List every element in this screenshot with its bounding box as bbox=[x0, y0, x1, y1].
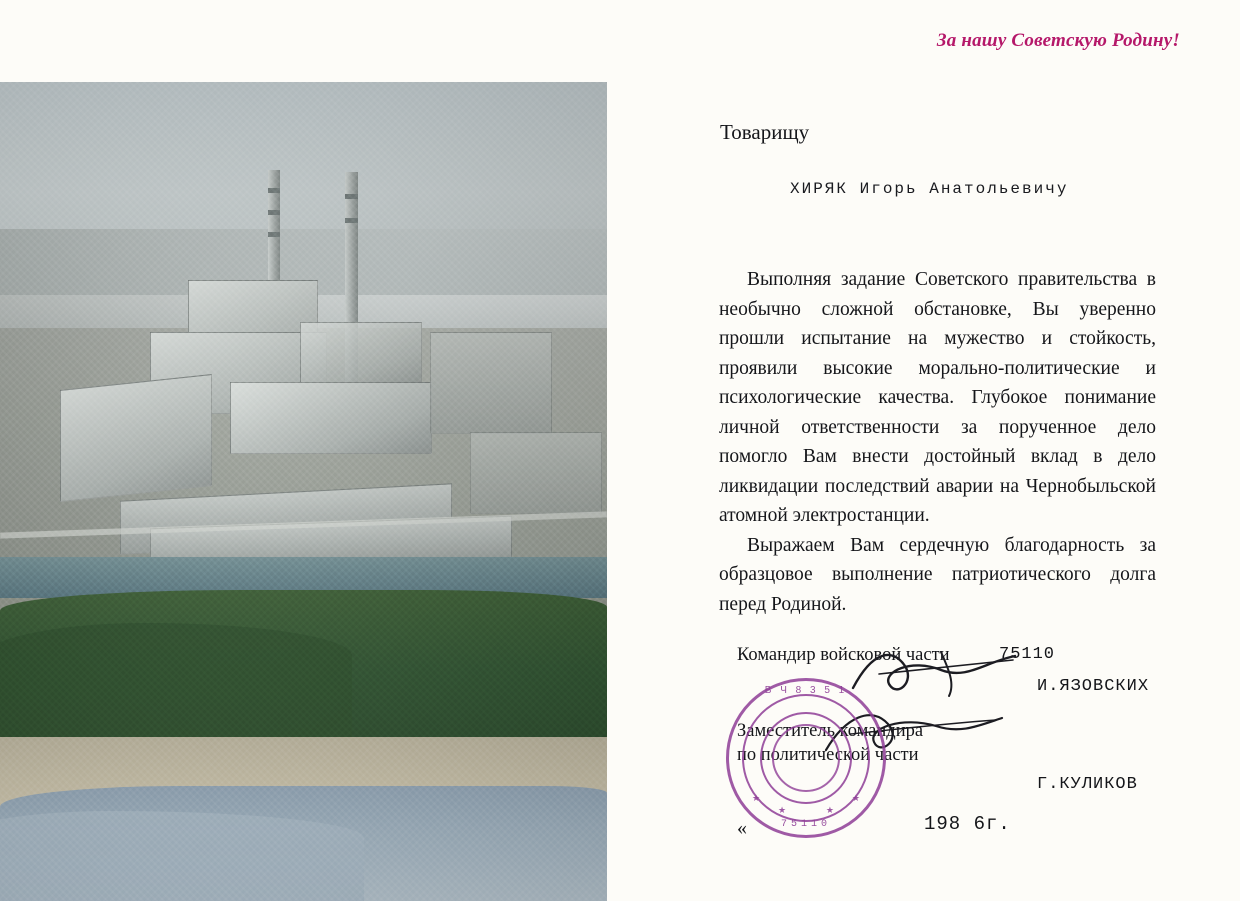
deputy-label-line-2: по политической части bbox=[737, 745, 919, 765]
photo-reactor-block bbox=[60, 374, 212, 502]
recipient-name: ХИРЯК Игорь Анатольевичу bbox=[790, 180, 1069, 198]
page-top-margin bbox=[0, 0, 607, 82]
unit-number: 75110 bbox=[999, 645, 1056, 664]
stamp-star-icon: ★ bbox=[851, 793, 860, 803]
stamp-star-icon: ★ bbox=[752, 793, 761, 803]
body-paragraph: Выполняя задание Советского правительства в необычно сложной обстановке, Вы уверенно прошли испытание на мужество и стойкость, проявили высокие морально-политические и психологические качества. Глубокое понимание личной ответственности за порученное дело помогло Вам внести достойный вклад в дело ликвидации последствий аварии на Чернобыльской атомной электростанции. bbox=[719, 269, 1156, 526]
photo-building bbox=[470, 432, 602, 514]
date-quote-mark: « bbox=[737, 817, 747, 839]
stamp-bottom-text: 75110 bbox=[780, 819, 831, 830]
letter-panel bbox=[607, 0, 1240, 901]
deputy-name: Г.КУЛИКОВ bbox=[1037, 775, 1138, 794]
deputy-label-line-1: Заместитель командира bbox=[737, 721, 924, 741]
photo-reactor-block bbox=[230, 382, 432, 454]
photo-forest bbox=[0, 623, 352, 754]
photo-reactor-block bbox=[300, 322, 422, 384]
body-paragraph: Выражаем Вам сердечную благодарность за образцовое выполнение патриотического долга перед Родиной. bbox=[719, 534, 1156, 615]
commander-label: Командир войсковой части bbox=[737, 645, 950, 665]
slogan-heading: За нашу Советскую Родину! bbox=[936, 30, 1180, 51]
photo-cooling-pond bbox=[0, 811, 364, 901]
chernobyl-photograph bbox=[0, 82, 607, 901]
letter-body bbox=[719, 265, 1156, 619]
date-year: 198 6г. bbox=[924, 813, 1011, 835]
commander-name: И.ЯЗОВСКИХ bbox=[1037, 677, 1150, 696]
stamp-top-text: В Ч 8 3 5 1 bbox=[764, 685, 848, 696]
salutation-text: Товарищу bbox=[720, 120, 810, 144]
photo-building bbox=[430, 332, 552, 434]
commander-row bbox=[737, 645, 1207, 671]
stamp-star-icon: ★ bbox=[778, 805, 787, 815]
stamp-star-icon: ★ bbox=[825, 805, 834, 815]
